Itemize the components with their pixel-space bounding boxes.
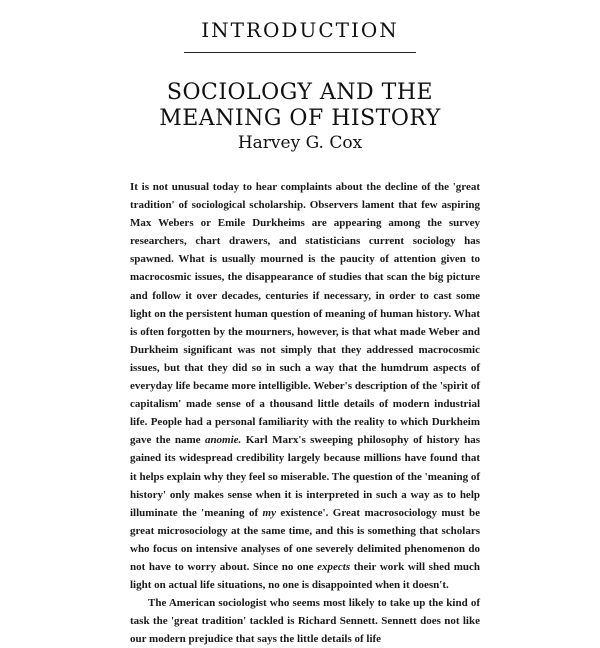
paragraph-1-segment-2: Karl Marx's sweeping philosophy of history has gained its widespread credibility largely because millions have found that it helps explain why they feel so miserable. The question of the 'meaning of history' only makes sense when it is interpreted in such a way as to help illuminate the 'meaning of: [130, 434, 480, 519]
paragraph-1: [130, 178, 480, 594]
paragraph-1-italic-anomie: anomie.: [204, 434, 242, 447]
paragraph-1-segment-3: existence'. Great macrosociology must be great microsociology at the same time, and this is something that scholars who focus on intensive analyses of one severely delimited phenomenon do not have to worry about. Since no one: [130, 506, 481, 573]
chapter-title-line-1: SOCIOLOGY AND THE: [166, 80, 434, 105]
paragraph-1-segment-1: It is not unusual today to hear complaints about the decline of the 'great tradition' of sociological scholarship. Observers lament that few aspiring Max Webers or Emile Durkheims are appearing among the survey researchers, chart drawers, and statisticians current sociology has spawned. What is usually mourned is the paucity of attention given to macrocosmic issues, the disappearance of studies that scan the big picture and follow it over decades, centuries if necessary, in order to cast some light on the persistent human question of meaning of human history. What is often forgotten by the mourners, however, is that what made Weber and Durkheim significant was not simply that they addressed macrocosmic issues, but that they did so in such a way that the humdrum aspects of everyday life became more intelligible. Weber's description of the 'spirit of capitalism' made sense of a thousand little details of modern industrial life. People had a personal familiarity with the reality to which Durkheim gave the name: [130, 181, 480, 447]
chapter-title: [0, 80, 600, 132]
paragraph-1-italic-expects: expects: [317, 560, 351, 573]
paragraph-1-italic-my: my: [262, 506, 276, 519]
body-text: [130, 178, 480, 648]
section-heading: INTRODUCTION: [201, 18, 399, 42]
paragraph-1-segment-4: their work will shed much light on actual life situations, no one is disappointed when it doesn't.: [130, 560, 480, 592]
chapter-title-line-2: MEANING OF HISTORY: [159, 106, 441, 131]
author-name: Harvey G. Cox: [237, 133, 363, 153]
paragraph-2: The American sociologist who seems most likely to take up the kind of task the 'great tradition' tackled is Richard Sennett. Sennett does not like our modern prejudice that says the little details of life: [130, 597, 480, 646]
heading-rule: [184, 52, 416, 53]
